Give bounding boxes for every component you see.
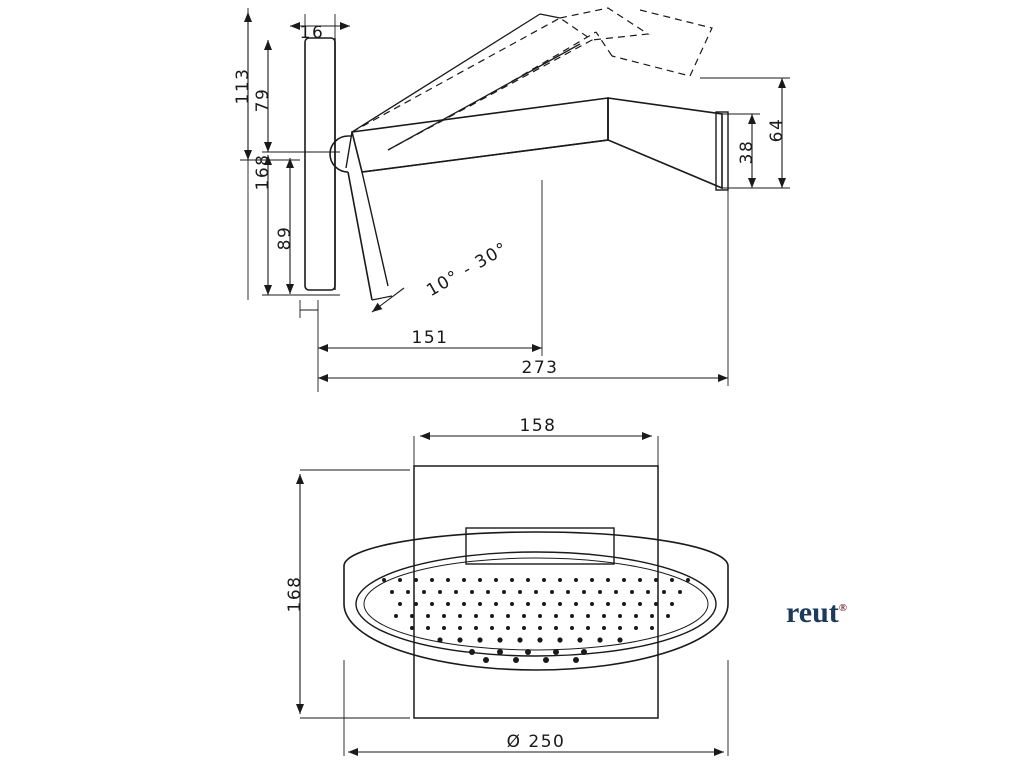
dim-label-168: 168 xyxy=(253,153,273,191)
dim-label-38: 38 xyxy=(737,139,757,165)
dim-label-64: 64 xyxy=(767,117,787,143)
side-view-geometry xyxy=(305,8,728,300)
front-view-dimensions xyxy=(300,436,728,756)
dim-label-158: 158 xyxy=(519,416,557,436)
dim-label-113: 113 xyxy=(233,67,253,105)
dimension-labels xyxy=(233,23,787,752)
watermark-superscript: ® xyxy=(838,602,847,614)
watermark-text: reut xyxy=(786,596,839,629)
dim-label-angle: 10° - 30° xyxy=(423,238,512,302)
watermark xyxy=(786,596,847,630)
dim-label-151: 151 xyxy=(411,328,449,348)
dim-label-79: 79 xyxy=(253,87,273,113)
dim-label-250: Ø 250 xyxy=(506,732,566,752)
side-view-dimensions xyxy=(240,8,790,392)
dim-label-16: 16 xyxy=(299,23,325,43)
dim-label-89: 89 xyxy=(275,225,295,251)
dim-label-168-front: 168 xyxy=(285,575,305,613)
dim-label-273: 273 xyxy=(521,358,559,378)
